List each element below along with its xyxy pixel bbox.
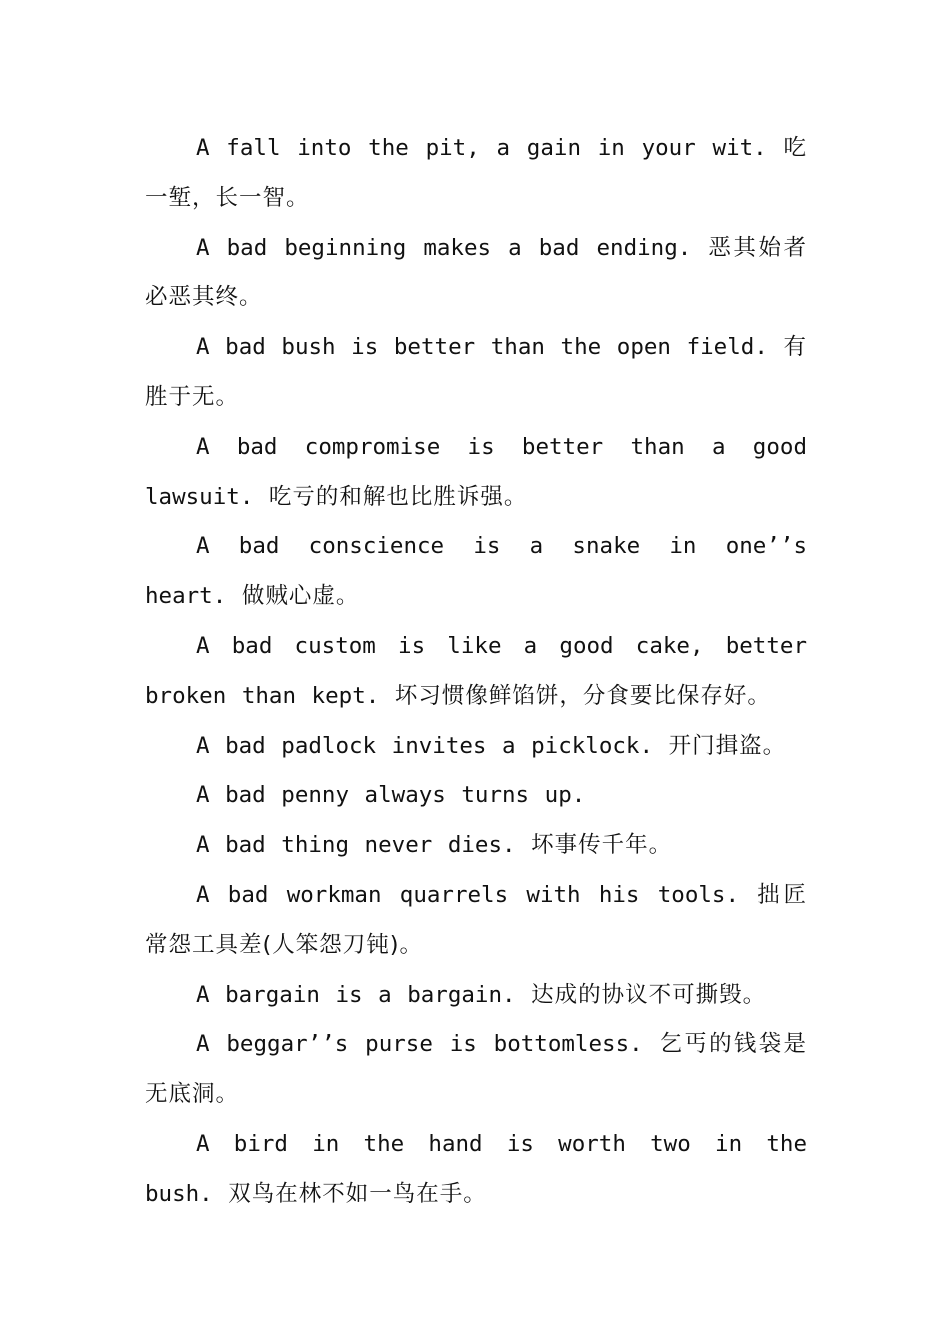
proverb-8 bbox=[145, 771, 807, 821]
proverb-12 bbox=[145, 1020, 807, 1120]
proverb-english: A bad beginning makes a bad ending. bbox=[196, 234, 692, 261]
proverb-chinese: 坏习惯像鲜馅饼，分食要比保存好。 bbox=[394, 682, 771, 709]
proverb-chinese: 吃亏的和解也比胜诉强。 bbox=[268, 483, 528, 510]
proverb-10 bbox=[145, 871, 807, 971]
proverb-chinese: 做贼心虚。 bbox=[241, 583, 360, 610]
proverb-english: A bad custom is like a good cake, better broken than kept. bbox=[145, 632, 807, 709]
proverb-2 bbox=[145, 224, 807, 324]
proverb-chinese: 吃一堑，长一智。 bbox=[145, 135, 807, 211]
proverb-chinese: 拙匠常怨工具差(人笨怨刀钝)。 bbox=[145, 881, 807, 958]
proverb-13 bbox=[145, 1120, 807, 1220]
proverb-chinese: 恶其始者必恶其终。 bbox=[145, 234, 807, 311]
proverb-7 bbox=[145, 722, 807, 772]
proverb-english: A bad workman quarrels with his tools. bbox=[196, 881, 740, 908]
proverb-chinese: 达成的协议不可撕毁。 bbox=[531, 981, 767, 1008]
proverb-english: A bad bush is better than the open field. bbox=[196, 334, 768, 361]
proverb-chinese: 双鸟在林不如一鸟在手。 bbox=[228, 1180, 487, 1207]
proverb-3 bbox=[145, 323, 807, 423]
proverb-english: A bad conscience is a snake in one’’s heart. bbox=[145, 533, 807, 610]
proverb-english: A bad thing never dies. bbox=[196, 832, 516, 859]
proverb-chinese: 乞丐的钱袋是无底洞。 bbox=[145, 1031, 807, 1108]
proverb-english: A bad padlock invites a picklock. bbox=[196, 732, 654, 759]
document-page bbox=[145, 124, 807, 1220]
proverb-english: A fall into the pit, a gain in your wit. bbox=[196, 135, 767, 161]
proverb-chinese: 有胜于无。 bbox=[145, 334, 807, 410]
proverb-chinese: 开门揖盗。 bbox=[668, 732, 787, 759]
proverb-4 bbox=[145, 423, 807, 523]
proverb-english: A bird in the hand is worth two in the bush. bbox=[145, 1130, 807, 1207]
proverb-english: A bad compromise is better than a good lawsuit. bbox=[145, 433, 807, 510]
proverb-english: A bargain is a bargain. bbox=[196, 981, 516, 1008]
proverb-9 bbox=[145, 821, 807, 871]
proverb-english: A beggar’’s purse is bottomless. bbox=[196, 1031, 643, 1058]
proverb-11 bbox=[145, 971, 807, 1021]
proverb-6 bbox=[145, 622, 807, 722]
proverb-5 bbox=[145, 522, 807, 622]
proverb-chinese: 坏事传千年。 bbox=[531, 832, 673, 859]
proverb-english: A bad penny always turns up. bbox=[196, 782, 586, 809]
proverb-1 bbox=[145, 124, 807, 224]
